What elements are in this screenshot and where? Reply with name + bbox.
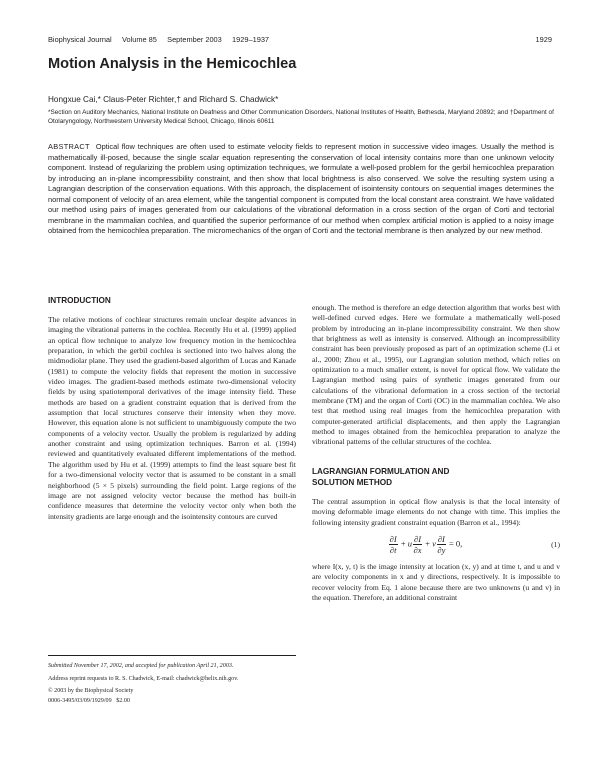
footnote-rule (48, 655, 296, 656)
page-number: 1929 (535, 35, 552, 44)
lagrangian-heading-line2: SOLUTION METHOD (312, 477, 393, 487)
equation-number: (1) (551, 539, 560, 549)
intro-paragraph-right: enough. The method is therefore an edge detection algorithm that works best with well-defined curved edges. Here we formulate a mathematically well-posed problem by introducing an in-plane incompressibility constraint. We then show that brightness as well as intensity is conserved. Although an incompressibility constraint has been previously proposed as part of an optimization scheme (Li et al., 2000; Zhou et al., 1995), our Lagrangian solution method, which relies on optimization to a much smaller extent, is novel for optical flow. We validate the Lagrangian method using pairs of synthetic images generated from our calculations of the vibrational deformation in a cross section of the tectorial membrane (TM) and the organ of Corti (OC) in the mammalian cochlea. We also test that method using real images from the hemicochlea preparation with computer-generated artificial displacements, and then apply the Lagrangian method to images obtained from the hemicochlea preparation to analyze the vibrational patterns of the cellular structures of the cochlea. (312, 303, 560, 447)
equation-1 (312, 534, 560, 555)
lagrangian-paragraph-1: The central assumption in optical flow analysis is that the local intensity of moving deformable image elements do not change with time. This implies the following intensity gradient constraint equation (Barron et al., 1994): (312, 496, 560, 527)
running-head (48, 35, 552, 47)
intro-paragraph-left: The relative motions of cochlear structures remain unclear despite advances in imaging the vibrational patterns in the cochlea. Recently Hu et al. (1999) applied an optical flow technique to analyze low frequency motion in the hemicochlea preparation, in which the gerbil cochlea is sectioned into two halves along the midmodiolar plane. They used the gradient-based algorithm of Lucas and Kanade (1981) to compute the velocity fields that represent the motion in successive video images. The gradient-based methods estimate two-dimensional velocity fields by using spatiotemporal derivatives of the image intensity field. These methods are based on a gradient constraint equation that is derived from the assumption that local structures conserve their intensity when they move. However, this equation alone is not sufficient to unambiguously compute the two components of a velocity vector. Usually the problem is regularized by adding another constraint and using optimization techniques. Barron et al. (1994) reviewed and quantitatively evaluated different implementations of the method. The algorithm used by Hu et al. (1999) attempts to find the least square best fit for a two-dimensional velocity vector that is assumed to be constant in a small neighborhood (5 × 5 pixels) surrounding the field point. Large regions of the image are not assigned velocity vector because the method has built-in confidence measures that determine the velocity vector only when both the intensity gradients are large enough and the isointensity contours are curved (48, 315, 296, 521)
fraction-dI-dy: $\frac{\partial I}{\partial y}$ (437, 533, 446, 555)
fraction-dI-dt: $\frac{\partial I}{\partial t}$ (389, 533, 397, 555)
section-heading-introduction: INTRODUCTION (48, 296, 111, 305)
author-list: Hongxue Cai,* Claus-Peter Richter,† and Richard S. Chadwick* (48, 95, 279, 104)
fraction-dI-dx: $\frac{\partial I}{\partial x}$ (413, 533, 422, 555)
right-column (312, 303, 560, 603)
abstract (48, 142, 554, 237)
equation-body: $\frac{\partial I}{\partial t}$ + u $\frac{\partial I}{\partial x}$ + v $\frac{\partial I}{\partial y}$ = 0, (389, 533, 463, 555)
lagrangian-heading-line1: LAGRANGIAN FORMULATION AND (312, 466, 450, 476)
abstract-label: ABSTRACT (48, 142, 90, 151)
lagrangian-paragraph-2: where I(x, y, t) is the image intensity at location (x, y) and at time t, and u and v are velocity components in x and y directions, respectively. It is impossible to recover velocity from Eq. 1 alone because there are two unknowns (u and v) in the equation. Therefore, an additional constraint (312, 561, 560, 602)
article-title: Motion Analysis in the Hemicochlea (48, 56, 297, 72)
affiliation: *Section on Auditory Mechanics, National Institute on Deafness and Other Communication Disorders, National Institutes of Health, Bethesda, Maryland 20892; and †Department of Otolaryngology, Northwestern University Medical School, Chicago, Illinois 60611 (48, 109, 554, 125)
submission-note: Submitted November 17, 2002, and accepted for publication April 21, 2003. (48, 663, 234, 669)
footnotes (48, 655, 296, 709)
reprint-note: Address reprint requests to R. S. Chadwick, E-mail: chadwick@helix.nih.gov. (48, 675, 239, 682)
article-code: 0006-3495/03/09/1929/09 $2.00 (48, 697, 130, 704)
left-column (48, 295, 296, 522)
abstract-text: Optical flow techniques are often used to estimate velocity fields to represent motion in successive video images. Usually the method is mathematically ill-posed, because the single scalar equation representing the conservation of local intensity contains more than one unknown velocity component. Instead of regularizing the problem using optimization techniques, we formulate a well-posed problem for the gerbil hemicochlea preparation by introducing an in-plane incompressibility constraint, and then show that local brightness is also conserved. We solve the resulting system using a Lagrangian description of the conservation equations. With this approach, the displacement of isointensity contours on sequential images determines the normal component of velocity of an area element, while the tangential component is computed from the local constant area constraint. We have validated our method using pairs of images generated from our calculations of the vibrational deformation in a cross section of the organ of Corti and tectorial membrane in the mammalian cochlea, and quantified the superior performance of our method when complex artificial motion is applied to a noisy image obtained from the hemicochlea preparation. The micromechanics of the organ of Corti and the tectorial membrane is then analyzed by our new method. (48, 142, 554, 235)
copyright-note: © 2003 by the Biophysical Society (48, 688, 134, 695)
section-heading-lagrangian (312, 466, 560, 488)
journal-citation: Biophysical Journal Volume 85 September 2003 1929–1937 (48, 35, 270, 44)
